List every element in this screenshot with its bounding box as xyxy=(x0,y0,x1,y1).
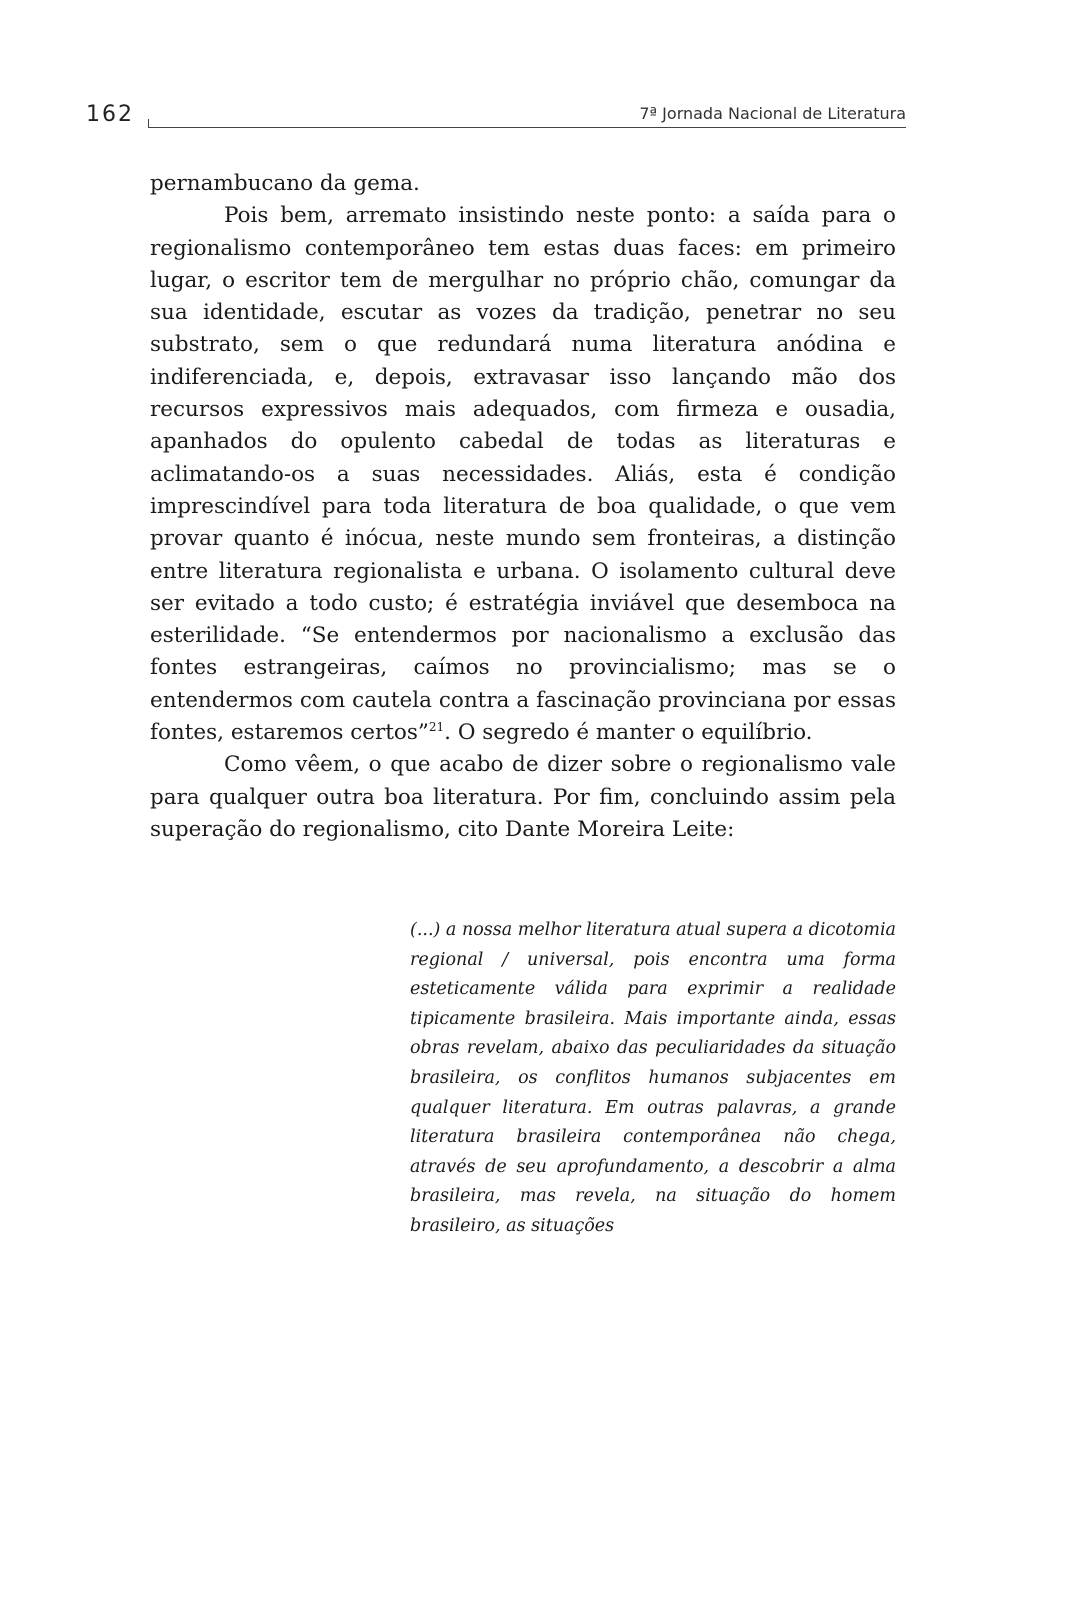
block-quote xyxy=(410,916,896,1242)
paragraph-regionalism xyxy=(150,200,896,749)
block-quote-text: (...) a nossa melhor literatura atual supera a dicotomia regional / universal, pois encontra uma forma esteticamente válida para exprimir a realidade tipicamente brasileira. Mais importante ainda, essas obras revelam, abaixo das peculiaridades da situação brasileira, os conflitos humanos subjacentes em qualquer literatura. Em outras palavras, a grande literatura brasileira contemporânea não chega, através de seu aprofundamento, a descobrir a alma brasileira, mas revela, na situação do homem brasileiro, as situações xyxy=(410,920,896,1236)
paragraph-regionalism-text: Pois bem, arremato insistindo neste ponto: a saída para o regionalismo contemporâneo tem estas duas faces: em primeiro lugar, o escritor tem de mergulhar no próprio chão, comungar da sua identidade, escutar as vozes da tradição, penetrar no seu substrato, sem o que redundará numa literatura anódina e indiferenciada, e, depois, extravasar isso lançando mão dos recursos expressivos mais adequados, com firmeza e ousadia, apanhados do opulento cabedal de todas as literaturas e aclimatando-os a suas necessidades. Aliás, esta é condição imprescindível para toda literatura de boa qualidade, o que vem provar quanto é inócua, neste mundo sem fronteiras, a distinção entre literatura regionalista e urbana. O isolamento cultural deve ser evitado a todo custo; é estratégia inviável que desemboca na esterilidade. “Se entendermos por nacionalismo a exclusão das fontes estrangeiras, caímos no provincialismo; mas se o entendermos com cautela contra a fascinação provinciana por essas fontes, estaremos certos” xyxy=(150,203,896,746)
paragraph-conclusion: Como vêem, o que acabo de dizer sobre o regionalismo vale para qualquer outra boa literatura. Por fim, concluindo assim pela superação do regionalismo, cito Dante Moreira Leite: xyxy=(150,752,896,842)
main-text xyxy=(150,168,896,846)
paragraph-continuation: pernambucano da gema. xyxy=(150,171,420,196)
footnote-reference: 21 xyxy=(428,719,445,734)
header-rule xyxy=(148,127,906,128)
paragraph-regionalism-tail: . O segredo é manter o equilíbrio. xyxy=(444,720,813,746)
page-number: 162 xyxy=(86,102,134,127)
running-head: 7ª Jornada Nacional de Literatura xyxy=(639,104,906,123)
page-header xyxy=(86,102,906,128)
header-rule-tick xyxy=(148,119,149,127)
